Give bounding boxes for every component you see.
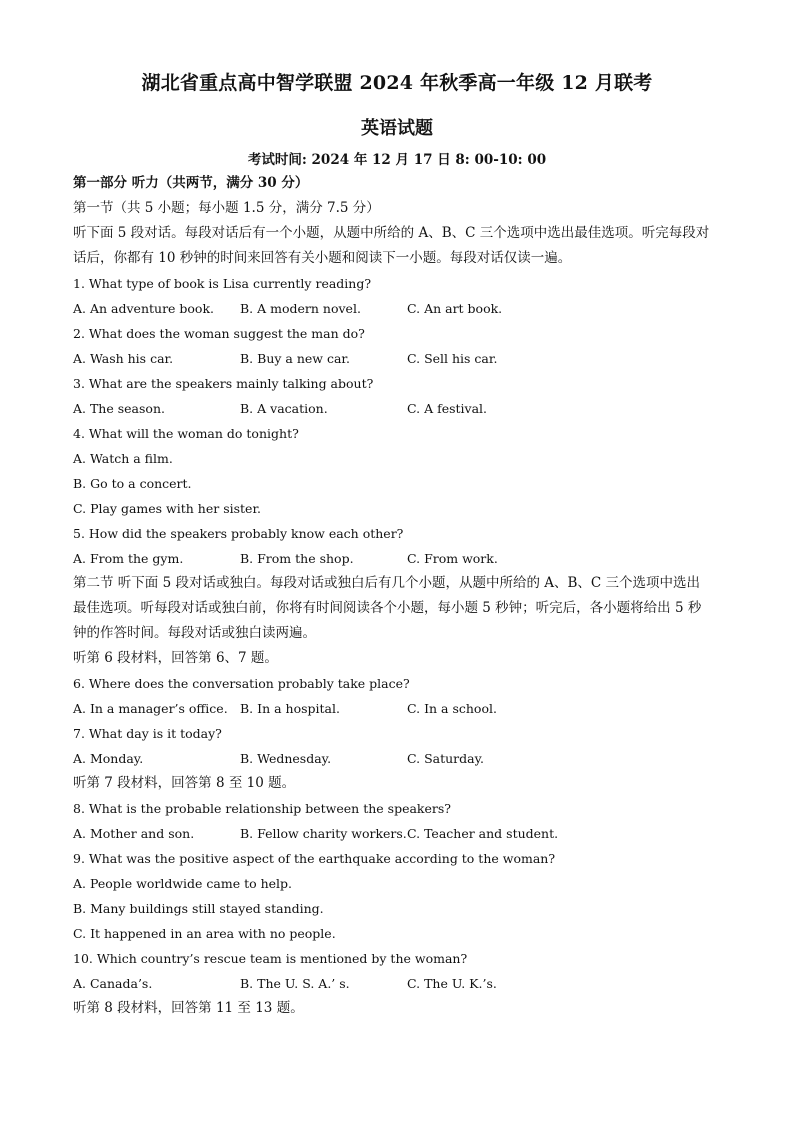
- part1-heading: 第一部分 听力（共两节，满分 30 分）: [73, 175, 309, 191]
- option-b: B. From the shop.: [240, 551, 354, 566]
- question-stem: 6. Where does the conversation probably take place?: [73, 676, 410, 691]
- option-c: C. Teacher and student.: [407, 826, 559, 841]
- section2-heading-line2: 最佳选项。听每段对话或独白前，你将有时间阅读各个小题，每小题 5 秒钟；听完后，各小题将给出 5 秒: [73, 600, 702, 616]
- question-stem: 1. What type of book is Lisa currently reading?: [73, 276, 372, 291]
- option-a: A. In a manager’s office.: [73, 701, 228, 716]
- exam-title: 湖北省重点高中智学联盟 2024 年秋季高一年级 12 月联考: [141, 72, 653, 94]
- option-a: A. Watch a film.: [73, 451, 173, 466]
- option-row: [73, 821, 723, 846]
- option-c: C. Play games with her sister.: [73, 501, 262, 516]
- material-6-label: 听第 6 段材料，回答第 6、7 题。: [73, 650, 278, 666]
- option-b: B. A modern novel.: [240, 301, 361, 316]
- option-c: C. It happened in an area with no people.: [73, 926, 336, 941]
- option-row: [73, 696, 723, 721]
- option-c: C. The U. K.’s.: [407, 976, 497, 991]
- option-row: [73, 746, 723, 771]
- section1-heading: 第一节（共 5 小题；每小题 1.5 分，满分 7.5 分）: [73, 200, 380, 216]
- subject-title: 英语试题: [361, 118, 433, 139]
- option-a: A. An adventure book.: [73, 301, 215, 316]
- exam-content: [73, 171, 723, 1021]
- option-row: [73, 546, 723, 571]
- question-stem: 2. What does the woman suggest the man do?: [73, 326, 365, 341]
- option-c: C. Sell his car.: [407, 351, 498, 366]
- material-8-label: 听第 8 段材料，回答第 11 至 13 题。: [73, 1000, 304, 1016]
- option-row: [73, 296, 723, 321]
- question-stem: 9. What was the positive aspect of the earthquake according to the woman?: [73, 851, 556, 866]
- option-c: C. In a school.: [407, 701, 497, 716]
- question-stem: 8. What is the probable relationship between the speakers?: [73, 801, 451, 816]
- option-a: A. Canada’s.: [73, 976, 153, 991]
- option-a: A. From the gym.: [73, 551, 184, 566]
- option-b: B. A vacation.: [240, 401, 328, 416]
- question-stem: 10. Which country’s rescue team is mentioned by the woman?: [73, 951, 468, 966]
- option-c: C. Saturday.: [407, 751, 484, 766]
- option-c: C. From work.: [407, 551, 498, 566]
- section2-heading-line1: 第二节 听下面 5 段对话或独白。每段对话或独白后有几个小题，从题中所给的 A、B、C 三个选项中选出: [73, 575, 701, 591]
- option-a: A. Wash his car.: [73, 351, 174, 366]
- material-7-label: 听第 7 段材料，回答第 8 至 10 题。: [73, 775, 296, 791]
- question-stem: 4. What will the woman do tonight?: [73, 426, 299, 441]
- option-b: B. Buy a new car.: [240, 351, 350, 366]
- option-b: B. The U. S. A.’ s.: [240, 976, 350, 991]
- option-b: B. Many buildings still stayed standing.: [73, 901, 324, 916]
- option-b: B. In a hospital.: [240, 701, 340, 716]
- option-b: B. Wednesday.: [240, 751, 332, 766]
- question-stem: 5. How did the speakers probably know each other?: [73, 526, 404, 541]
- option-b: B. Go to a concert.: [73, 476, 192, 491]
- option-row: [73, 346, 723, 371]
- option-a: A. People worldwide came to help.: [73, 876, 293, 891]
- option-row: [73, 396, 723, 421]
- question-stem: 3. What are the speakers mainly talking about?: [73, 376, 374, 391]
- section1-instructions-line2: 话后，你都有 10 秒钟的时间来回答有关小题和阅读下一小题。每段对话仅读一遍。: [73, 250, 572, 266]
- exam-time: 考试时间: 2024 年 12 月 17 日 8: 00-10: 00: [247, 152, 547, 168]
- section1-instructions-line1: 听下面 5 段对话。每段对话后有一个小题，从题中所给的 A、B、C 三个选项中选出最佳选项。听完每段对: [73, 225, 710, 241]
- option-a: A. Mother and son.: [73, 826, 195, 841]
- option-a: A. Monday.: [73, 751, 144, 766]
- question-stem: 7. What day is it today?: [73, 726, 222, 741]
- option-row: [73, 971, 723, 996]
- option-c: C. An art book.: [407, 301, 503, 316]
- option-b: B. Fellow charity workers.: [240, 826, 407, 841]
- option-a: A. The season.: [73, 401, 165, 416]
- option-c: C. A festival.: [407, 401, 488, 416]
- section2-heading-line3: 钟的作答时间。每段对话或独白读两遍。: [73, 625, 316, 641]
